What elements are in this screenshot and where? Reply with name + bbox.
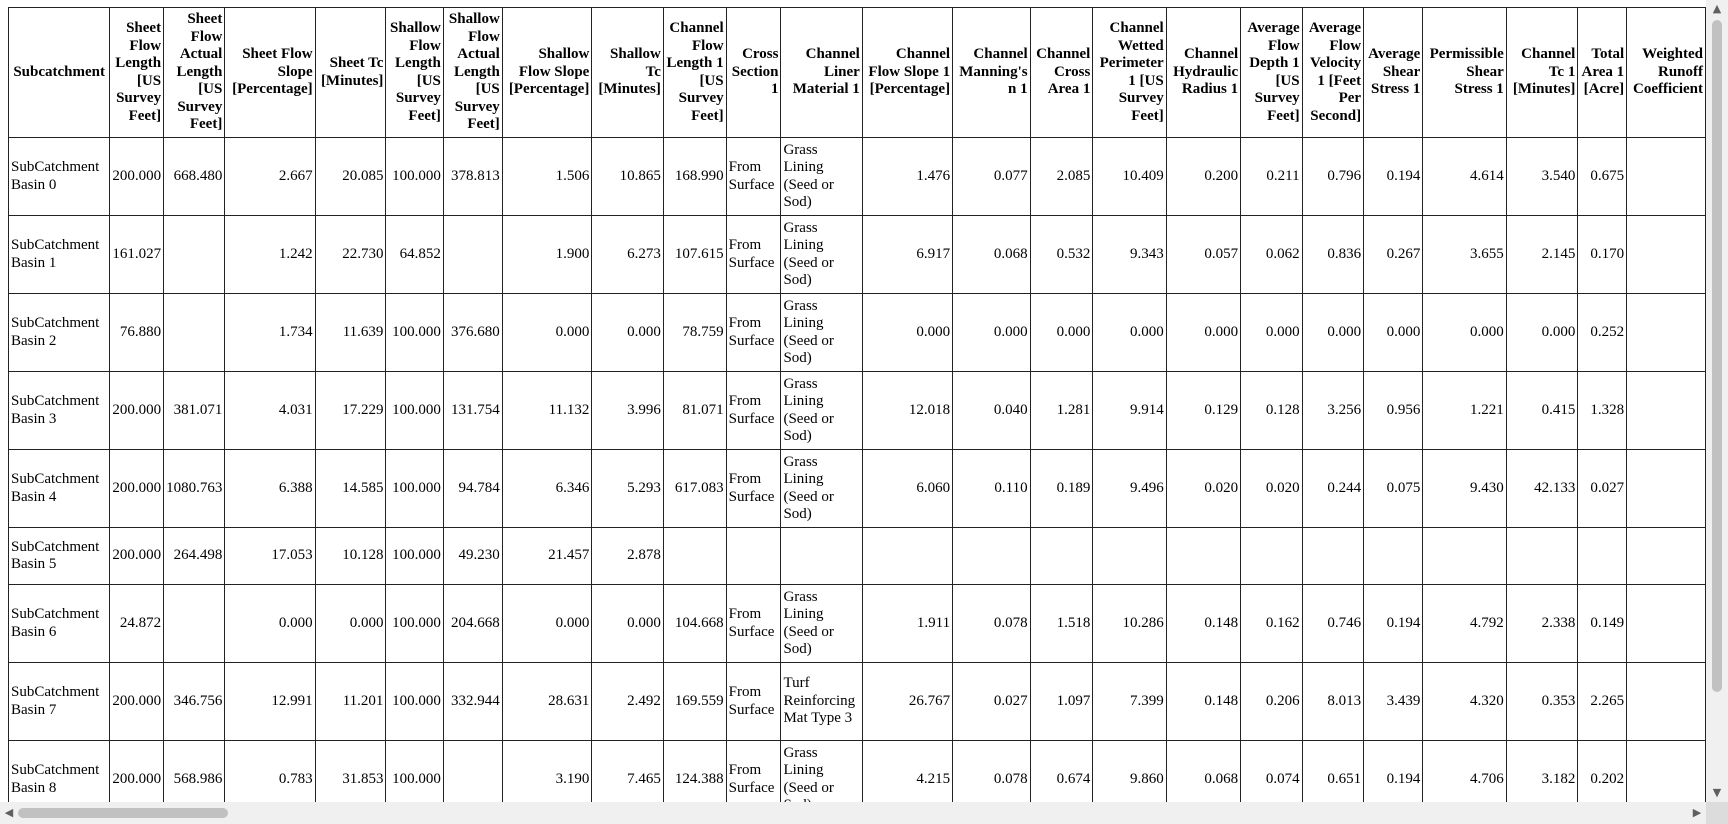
table-cell — [1241, 528, 1302, 585]
subcatchment-name-cell: SubCatchment Basin 4 — [9, 450, 110, 528]
table-cell: 100.000 — [386, 138, 443, 216]
table-cell: 668.480 — [164, 138, 225, 216]
table-cell: 568.986 — [164, 741, 225, 819]
table-cell: 0.000 — [225, 585, 315, 663]
table-cell — [164, 216, 225, 294]
table-cell — [781, 528, 862, 585]
table-cell: 5.293 — [592, 450, 664, 528]
table-cell: 107.615 — [663, 216, 726, 294]
table-cell: 0.148 — [1166, 585, 1240, 663]
table-cell: 0.000 — [1364, 294, 1423, 372]
column-header: Average Shear Stress 1 — [1364, 8, 1423, 138]
scroll-right-icon[interactable]: ▶ — [1692, 806, 1702, 819]
table-cell: 8.013 — [1302, 663, 1363, 741]
column-header: Shallow Tc [Minutes] — [592, 8, 664, 138]
table-row — [9, 294, 1706, 372]
table-cell: 2.085 — [1030, 138, 1093, 216]
table-cell: 0.068 — [1166, 741, 1240, 819]
table-cell: 10.409 — [1093, 138, 1166, 216]
table-cell — [443, 216, 502, 294]
table-cell: 200.000 — [110, 372, 164, 450]
table-cell: From Surface — [726, 138, 781, 216]
column-header: Total Area 1 [Acre] — [1578, 8, 1627, 138]
table-cell — [1627, 216, 1706, 294]
table-cell: 0.000 — [1241, 294, 1302, 372]
table-cell: 0.040 — [953, 372, 1031, 450]
table-cell: 0.078 — [953, 741, 1031, 819]
table-cell: 4.215 — [862, 741, 952, 819]
table-cell: 200.000 — [110, 741, 164, 819]
table-cell: 0.194 — [1364, 138, 1423, 216]
table-cell: 7.399 — [1093, 663, 1166, 741]
table-cell: 0.532 — [1030, 216, 1093, 294]
table-cell: 0.796 — [1302, 138, 1363, 216]
table-cell: 0.200 — [1166, 138, 1240, 216]
subcatchment-name-cell: SubCatchment Basin 7 — [9, 663, 110, 741]
table-cell: 1.242 — [225, 216, 315, 294]
table-cell: 7.465 — [592, 741, 664, 819]
table-cell: 0.077 — [953, 138, 1031, 216]
table-cell: 0.000 — [1030, 294, 1093, 372]
table-cell: 1.221 — [1423, 372, 1506, 450]
table-cell: 10.286 — [1093, 585, 1166, 663]
table-cell: 0.189 — [1030, 450, 1093, 528]
column-header: Subcatchment — [9, 8, 110, 138]
table-cell: 11.132 — [502, 372, 592, 450]
table-cell: 376.680 — [443, 294, 502, 372]
table-cell: 94.784 — [443, 450, 502, 528]
table-cell: 2.667 — [225, 138, 315, 216]
table-cell: 2.265 — [1578, 663, 1627, 741]
column-header: Shallow Flow Length [US Survey Feet] — [386, 8, 443, 138]
table-cell: 78.759 — [663, 294, 726, 372]
horizontal-scrollbar[interactable] — [0, 802, 1706, 824]
table-cell: From Surface — [726, 216, 781, 294]
table-cell: 100.000 — [386, 372, 443, 450]
table-cell: 378.813 — [443, 138, 502, 216]
column-header: Sheet Flow Slope [Percentage] — [225, 8, 315, 138]
table-cell: 14.585 — [315, 450, 386, 528]
table-cell: 200.000 — [110, 138, 164, 216]
table-cell: 0.000 — [953, 294, 1031, 372]
table-cell: 0.206 — [1241, 663, 1302, 741]
table-cell: 0.057 — [1166, 216, 1240, 294]
table-cell: 100.000 — [386, 294, 443, 372]
column-header: Weighted Runoff Coefficient — [1627, 8, 1706, 138]
table-cell: 161.027 — [110, 216, 164, 294]
table-cell: 17.053 — [225, 528, 315, 585]
table-cell: Grass Lining (Seed or Sod) — [781, 372, 862, 450]
table-cell: 6.346 — [502, 450, 592, 528]
table-cell: 0.149 — [1578, 585, 1627, 663]
table-cell: 1.734 — [225, 294, 315, 372]
table-cell — [1093, 528, 1166, 585]
table-cell: 0.836 — [1302, 216, 1363, 294]
table-cell — [862, 528, 952, 585]
table-cell: 4.614 — [1423, 138, 1506, 216]
table-cell: 0.027 — [1578, 450, 1627, 528]
table-cell: Grass Lining (Seed or Sod) — [781, 585, 862, 663]
table-cell: 1.281 — [1030, 372, 1093, 450]
table-cell: 0.170 — [1578, 216, 1627, 294]
table-cell: 0.068 — [953, 216, 1031, 294]
table-cell — [726, 528, 781, 585]
table-row — [9, 528, 1706, 585]
table-cell: 4.792 — [1423, 585, 1506, 663]
table-cell: 0.415 — [1506, 372, 1578, 450]
table-cell: 169.559 — [663, 663, 726, 741]
table-cell: 0.110 — [953, 450, 1031, 528]
table-cell — [1030, 528, 1093, 585]
vertical-scroll-thumb[interactable] — [1712, 20, 1722, 692]
subcatchment-name-cell: SubCatchment Basin 0 — [9, 138, 110, 216]
table-cell: 0.267 — [1364, 216, 1423, 294]
table-cell — [1627, 372, 1706, 450]
table-cell: 3.996 — [592, 372, 664, 450]
table-cell: From Surface — [726, 663, 781, 741]
subcatchment-name-cell: SubCatchment Basin 2 — [9, 294, 110, 372]
table-cell — [1423, 528, 1506, 585]
table-cell: 200.000 — [110, 663, 164, 741]
table-cell: 12.991 — [225, 663, 315, 741]
table-cell: Grass Lining (Seed or Sod) — [781, 294, 862, 372]
column-header: Channel Wetted Perimeter 1 [US Survey Feet] — [1093, 8, 1166, 138]
table-cell — [1578, 528, 1627, 585]
subcatchment-name-cell: SubCatchment Basin 8 — [9, 741, 110, 819]
table-cell: 3.190 — [502, 741, 592, 819]
table-cell: 0.075 — [1364, 450, 1423, 528]
subcatchment-name-cell: SubCatchment Basin 5 — [9, 528, 110, 585]
table-cell: 3.655 — [1423, 216, 1506, 294]
table-cell: 6.273 — [592, 216, 664, 294]
table-cell — [1627, 294, 1706, 372]
table-cell: 3.256 — [1302, 372, 1363, 450]
table-cell — [164, 294, 225, 372]
column-header: Channel Tc 1 [Minutes] — [1506, 8, 1578, 138]
table-cell — [164, 585, 225, 663]
horizontal-scroll-thumb[interactable] — [18, 808, 228, 818]
table-cell: 0.746 — [1302, 585, 1363, 663]
table-cell — [1364, 528, 1423, 585]
table-cell — [1506, 528, 1578, 585]
table-cell: 10.128 — [315, 528, 386, 585]
table-cell: 49.230 — [443, 528, 502, 585]
table-cell: 6.917 — [862, 216, 952, 294]
table-row — [9, 450, 1706, 528]
table-row — [9, 216, 1706, 294]
vertical-scrollbar[interactable] — [1706, 0, 1728, 802]
table-cell: 0.000 — [502, 585, 592, 663]
table-cell: 9.343 — [1093, 216, 1166, 294]
scroll-up-icon[interactable]: ▲ — [1712, 2, 1722, 15]
table-cell: 21.457 — [502, 528, 592, 585]
table-cell: 22.730 — [315, 216, 386, 294]
table-cell: 200.000 — [110, 450, 164, 528]
table-cell: 9.860 — [1093, 741, 1166, 819]
table-cell: 0.128 — [1241, 372, 1302, 450]
table-cell: 131.754 — [443, 372, 502, 450]
table-cell: 124.388 — [663, 741, 726, 819]
table-cell: 31.853 — [315, 741, 386, 819]
table-cell: 0.651 — [1302, 741, 1363, 819]
column-header: Average Flow Depth 1 [US Survey Feet] — [1241, 8, 1302, 138]
table-cell: 0.000 — [315, 585, 386, 663]
table-cell: 3.439 — [1364, 663, 1423, 741]
table-cell: 0.000 — [1506, 294, 1578, 372]
subcatchment-name-cell: SubCatchment Basin 6 — [9, 585, 110, 663]
table-body — [9, 138, 1706, 819]
table-cell: 11.201 — [315, 663, 386, 741]
table-cell: 76.880 — [110, 294, 164, 372]
table-cell: 0.000 — [862, 294, 952, 372]
table-cell: From Surface — [726, 372, 781, 450]
table-cell: 0.000 — [592, 294, 664, 372]
table-cell: 81.071 — [663, 372, 726, 450]
table-cell: 4.320 — [1423, 663, 1506, 741]
table-cell: 0.062 — [1241, 216, 1302, 294]
table-cell: 0.074 — [1241, 741, 1302, 819]
table-cell — [1627, 528, 1706, 585]
table-cell: 2.878 — [592, 528, 664, 585]
table-cell: 264.498 — [164, 528, 225, 585]
table-cell: 100.000 — [386, 741, 443, 819]
table-cell: 0.211 — [1241, 138, 1302, 216]
column-header: Permissible Shear Stress 1 — [1423, 8, 1506, 138]
table-cell — [1627, 450, 1706, 528]
table-cell — [1627, 585, 1706, 663]
table-cell: 0.000 — [1093, 294, 1166, 372]
table-cell — [1302, 528, 1363, 585]
table-cell: 200.000 — [110, 528, 164, 585]
table-cell: 42.133 — [1506, 450, 1578, 528]
table-cell: 6.388 — [225, 450, 315, 528]
table-cell: 17.229 — [315, 372, 386, 450]
table-cell: 0.194 — [1364, 585, 1423, 663]
scrollbar-corner — [1706, 802, 1728, 824]
table-cell: From Surface — [726, 741, 781, 819]
table-cell: 332.944 — [443, 663, 502, 741]
table-cell: 28.631 — [502, 663, 592, 741]
table-cell: 381.071 — [164, 372, 225, 450]
table-cell: 64.852 — [386, 216, 443, 294]
table-cell: 100.000 — [386, 663, 443, 741]
table-cell: 2.338 — [1506, 585, 1578, 663]
subcatchment-report-table — [8, 7, 1706, 819]
column-header: Channel Flow Length 1 [US Survey Feet] — [663, 8, 726, 138]
table-cell: 12.018 — [862, 372, 952, 450]
table-cell: 26.767 — [862, 663, 952, 741]
table-cell: 0.129 — [1166, 372, 1240, 450]
table-row — [9, 138, 1706, 216]
table-row — [9, 372, 1706, 450]
table-cell: 1.097 — [1030, 663, 1093, 741]
table-cell: 0.956 — [1364, 372, 1423, 450]
table-row — [9, 663, 1706, 741]
table-cell: 1.900 — [502, 216, 592, 294]
table-cell: 9.914 — [1093, 372, 1166, 450]
table-cell — [1627, 138, 1706, 216]
table-cell: 4.706 — [1423, 741, 1506, 819]
subcatchment-name-cell: SubCatchment Basin 3 — [9, 372, 110, 450]
column-header: Channel Liner Material 1 — [781, 8, 862, 138]
column-header: Channel Cross Area 1 — [1030, 8, 1093, 138]
table-cell: 0.162 — [1241, 585, 1302, 663]
column-header: Channel Manning's n 1 — [953, 8, 1031, 138]
table-cell — [1627, 663, 1706, 741]
table-cell: 204.668 — [443, 585, 502, 663]
table-cell: Grass Lining (Seed or Sod) — [781, 138, 862, 216]
table-cell: 1.476 — [862, 138, 952, 216]
table-cell: 0.020 — [1166, 450, 1240, 528]
table-cell — [953, 528, 1031, 585]
table-cell: 0.252 — [1578, 294, 1627, 372]
column-header: Cross Section 1 — [726, 8, 781, 138]
table-cell: Grass Lining (Seed or Sod) — [781, 450, 862, 528]
table-cell: Grass Lining (Seed or — [781, 741, 862, 819]
column-header: Sheet Flow Length [US Survey Feet] — [110, 8, 164, 138]
table-cell — [663, 528, 726, 585]
table-row — [9, 585, 1706, 663]
column-header: Channel Flow Slope 1 [Percentage] — [862, 8, 952, 138]
table-cell: 168.990 — [663, 138, 726, 216]
column-header: Average Flow Velocity 1 [Feet Per Second] — [1302, 8, 1363, 138]
table-cell: 3.540 — [1506, 138, 1578, 216]
scroll-down-icon[interactable]: ▼ — [1712, 786, 1722, 799]
table-cell: 0.000 — [1423, 294, 1506, 372]
table-cell: 346.756 — [164, 663, 225, 741]
table-cell: 0.674 — [1030, 741, 1093, 819]
table-cell: 1.506 — [502, 138, 592, 216]
column-header: Sheet Flow Actual Length [US Survey Feet] — [164, 8, 225, 138]
table-cell: 1080.763 — [164, 450, 225, 528]
table-cell: 0.194 — [1364, 741, 1423, 819]
table-cell: Turf Reinforcing Mat Type 3 — [781, 663, 862, 741]
table-cell: 0.244 — [1302, 450, 1363, 528]
table-cell: 100.000 — [386, 528, 443, 585]
subcatchment-name-cell: SubCatchment Basin 1 — [9, 216, 110, 294]
table-cell: 0.000 — [592, 585, 664, 663]
table-cell: 0.148 — [1166, 663, 1240, 741]
column-header: Channel Hydraulic Radius 1 — [1166, 8, 1240, 138]
table-cell: 1.328 — [1578, 372, 1627, 450]
table-cell: 0.000 — [502, 294, 592, 372]
table-cell: 1.518 — [1030, 585, 1093, 663]
table-cell: 1.911 — [862, 585, 952, 663]
table-cell: 24.872 — [110, 585, 164, 663]
table-cell: 100.000 — [386, 450, 443, 528]
table-cell: 6.060 — [862, 450, 952, 528]
table-cell: From Surface — [726, 294, 781, 372]
table-cell: From Surface — [726, 585, 781, 663]
table-cell: 0.202 — [1578, 741, 1627, 819]
table-cell: 4.031 — [225, 372, 315, 450]
table-cell: From Surface — [726, 450, 781, 528]
table-cell: 10.865 — [592, 138, 664, 216]
table-cell: 0.027 — [953, 663, 1031, 741]
table-cell: 20.085 — [315, 138, 386, 216]
table-cell: 2.145 — [1506, 216, 1578, 294]
table-cell: 9.496 — [1093, 450, 1166, 528]
table-cell: 11.639 — [315, 294, 386, 372]
table-cell: Grass Lining (Seed or Sod) — [781, 216, 862, 294]
table-cell — [1166, 528, 1240, 585]
table-cell: 3.182 — [1506, 741, 1578, 819]
scroll-left-icon[interactable]: ◀ — [4, 806, 14, 819]
table-cell: 0.783 — [225, 741, 315, 819]
column-header: Sheet Tc [Minutes] — [315, 8, 386, 138]
table-cell: 104.668 — [663, 585, 726, 663]
table-cell: 100.000 — [386, 585, 443, 663]
table-cell: 0.000 — [1166, 294, 1240, 372]
table-cell: 0.353 — [1506, 663, 1578, 741]
table-cell: 0.078 — [953, 585, 1031, 663]
column-header: Shallow Flow Actual Length [US Survey Feet] — [443, 8, 502, 138]
table-cell: 9.430 — [1423, 450, 1506, 528]
table-cell: 0.000 — [1302, 294, 1363, 372]
table-cell: 0.675 — [1578, 138, 1627, 216]
table-cell: 2.492 — [592, 663, 664, 741]
table-cell: 617.083 — [663, 450, 726, 528]
table-cell: 0.020 — [1241, 450, 1302, 528]
table-header-row — [9, 8, 1706, 138]
column-header: Shallow Flow Slope [Percentage] — [502, 8, 592, 138]
